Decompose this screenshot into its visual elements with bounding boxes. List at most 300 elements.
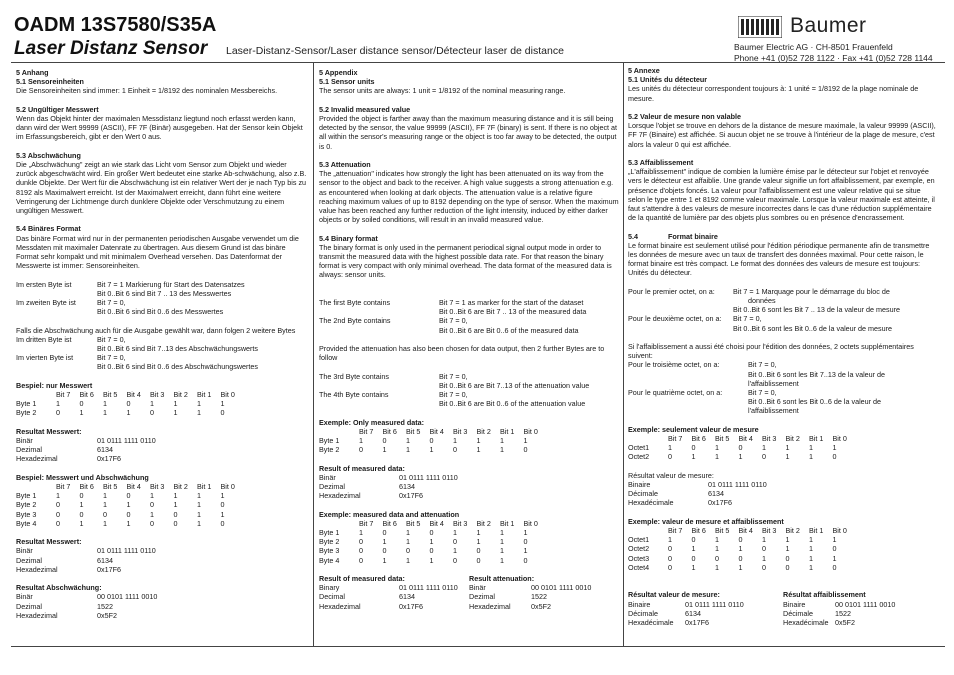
section-heading: 5.1 Unités du détecteur <box>628 75 708 85</box>
bit-value: 1 <box>500 546 504 556</box>
bit-header: Bit 1 <box>500 426 515 436</box>
paragraph: Le format binaire est seulement utilisé pour l'édition périodique permanente afin de transmettre les données de mesure avec un taux de transfert des données maximal. Pour cette raison, le format binaire est très compact. Le format des données des valeurs de mesure est toujours: Unités du détecteur. <box>628 240 930 278</box>
byte-label: The first Byte contains <box>319 298 391 307</box>
byte-label: Octet4 <box>628 562 650 572</box>
bit-value: 1 <box>762 553 766 563</box>
bit-value: 1 <box>500 555 504 565</box>
byte-description <box>16 298 308 307</box>
bit-value: 1 <box>56 491 60 501</box>
byte-description <box>16 289 308 298</box>
bit-value: 0 <box>382 546 387 556</box>
byte-label: Pour le premier octet, on a: <box>628 286 715 296</box>
byte-label: Byte 2 <box>319 445 340 455</box>
bit-value: 1 <box>126 408 131 418</box>
byte-text: Bit 7 = 1 as marker for the start of the dataset <box>439 298 584 307</box>
bit-value: 1 <box>126 500 131 510</box>
bit-header: Bit 6 <box>691 526 706 536</box>
bit-value: 1 <box>762 535 766 545</box>
byte-label: Byte 3 <box>16 509 37 519</box>
bit-header: Bit 7 <box>668 526 683 536</box>
result-label: Binaire <box>628 599 651 609</box>
bit-value: 0 <box>56 509 60 519</box>
byte-label: Im zweiten Byte ist <box>16 298 76 308</box>
byte-label: The 2nd Byte contains <box>319 316 391 326</box>
bit-value: 1 <box>406 555 410 565</box>
paragraph: Die Sensoreinheiten sind immer: 1 Einheit = 1/8192 des nominalen Messbereichs. <box>16 86 278 96</box>
byte-label: Byte 4 <box>16 518 37 528</box>
result-value: 0x17F6 <box>708 498 732 508</box>
byte-description <box>628 370 938 379</box>
company-line-1: Baumer Electric AG · CH-8501 Frauenfeld <box>734 42 893 52</box>
byte-label: Pour le troisième octet, on a: <box>628 360 720 370</box>
bit-header: Bit 4 <box>429 518 444 528</box>
column-english <box>319 64 619 645</box>
bit-value: 0 <box>220 500 225 510</box>
bit-header: Bit 5 <box>103 482 118 492</box>
result-block-attenuation <box>469 574 619 611</box>
bit-value: 0 <box>150 518 154 528</box>
byte-description <box>628 397 938 406</box>
bit-value: 1 <box>476 528 481 537</box>
byte-description <box>628 305 938 314</box>
paragraph: Les unités du détecteur correspondent toujours à: 1 unité = 1/8192 de la plage nominale de mesure. <box>628 84 919 103</box>
bit-value: 1 <box>79 500 84 510</box>
section-heading: 5 Appendix <box>319 68 358 77</box>
byte-label: Octet1 <box>628 443 650 453</box>
byte-text: données <box>748 296 776 306</box>
byte-description <box>319 372 619 381</box>
bit-value: 1 <box>476 436 481 445</box>
result-heading: Result attenuation: <box>469 574 535 583</box>
bit-header: Bit 0 <box>220 390 235 400</box>
bit-value: 1 <box>150 491 154 501</box>
bit-value: 1 <box>103 408 107 418</box>
bit-value: 0 <box>359 537 363 547</box>
result-label: Hexadezimal <box>319 601 361 611</box>
byte-label: Octet2 <box>628 452 650 462</box>
bit-value: 0 <box>785 553 790 563</box>
result-value: 01 0111 1111 0110 <box>708 480 767 490</box>
byte-description <box>16 362 308 371</box>
bit-value: 1 <box>668 535 672 545</box>
byte-text: Bit 7 = 0, <box>748 360 777 370</box>
bit-value: 1 <box>56 399 60 409</box>
bit-value: 1 <box>785 544 790 554</box>
section-heading: 5.2 Ungültiger Messwert <box>16 104 99 114</box>
column-german <box>16 64 308 645</box>
bit-value: 1 <box>809 553 813 563</box>
bit-value: 1 <box>762 443 766 453</box>
bit-value: 1 <box>691 562 696 572</box>
result-row <box>319 583 469 592</box>
byte-text: l'affaiblissement <box>748 406 799 416</box>
result-heading: Resultat Abschwächung: <box>16 583 102 593</box>
bit-value: 1 <box>691 452 696 462</box>
result-label: Binary <box>319 583 340 593</box>
byte-label: Octet3 <box>628 553 650 563</box>
byte-label: Byte 3 <box>319 546 340 556</box>
bit-value: 0 <box>668 544 672 554</box>
section-heading: 5.3 Attenuation <box>319 160 371 169</box>
result-value: 01 0111 1111 0110 <box>97 436 156 446</box>
result-value: 0x17F6 <box>97 564 121 574</box>
bit-header: Bit 6 <box>691 434 706 444</box>
bit-value: 1 <box>715 562 719 572</box>
byte-description <box>319 381 619 390</box>
bit-header: Bit 3 <box>762 434 777 444</box>
byte-description <box>628 314 938 323</box>
bit-table <box>16 390 308 418</box>
section-heading: 5.1 Sensoreinheiten <box>16 77 84 87</box>
bit-value: 0 <box>453 445 457 455</box>
bit-value: 1 <box>500 436 504 445</box>
section-heading: 5.4 Binäres Format <box>16 224 81 234</box>
byte-label: Pour le quatrième octet, on a: <box>628 388 723 398</box>
bit-value: 0 <box>668 553 672 563</box>
section-number: 5.4 <box>628 231 638 241</box>
bit-value: 1 <box>406 537 410 547</box>
bit-header: Bit 2 <box>785 526 800 536</box>
byte-label: Byte 2 <box>16 500 37 510</box>
bit-value: 0 <box>173 509 178 519</box>
result-row <box>319 602 469 611</box>
bit-value: 0 <box>453 555 457 565</box>
company-address <box>734 42 933 64</box>
bit-value: 0 <box>523 445 528 455</box>
result-label: Hexadécimale <box>783 618 829 628</box>
result-heading: Result of measured data: <box>319 574 405 583</box>
brand-name: Baumer <box>790 14 867 37</box>
result-row <box>783 609 938 618</box>
bit-header: Bit 0 <box>832 434 847 444</box>
bit-table <box>319 427 619 455</box>
result-row <box>16 556 308 565</box>
bit-value: 1 <box>197 491 201 501</box>
byte-text: Bit 0..Bit 6 are Bit 0..6 of the attenuation value <box>439 399 586 409</box>
result-row <box>319 482 619 491</box>
byte-text: l'affaiblissement <box>748 378 799 388</box>
paragraph: Provided the object is farther away than the maximum measuring distance and it is still being detected by the sensor, the value 99999 (ASCII), FF 7F (binary) is sent. If there is no object at all within the sensor's measuring range or the object is too far away to be detected, the output is 0. <box>319 114 618 151</box>
bit-value: 0 <box>762 562 766 572</box>
bit-header: Bit 3 <box>150 390 165 400</box>
bit-value: 1 <box>429 537 434 547</box>
bit-header: Bit 3 <box>762 526 777 536</box>
byte-description <box>319 399 619 408</box>
result-label: Binaire <box>628 480 651 490</box>
section-heading: 5.1 Sensor units <box>319 77 375 87</box>
example-heading: Exemple: seulement valeur de mesure <box>628 424 759 434</box>
byte-description <box>16 335 308 344</box>
result-block-attenuation <box>783 590 938 627</box>
bit-value: 0 <box>832 544 837 554</box>
bit-value: 1 <box>359 436 363 445</box>
result-block-measure <box>319 574 469 611</box>
byte-description <box>628 296 938 305</box>
result-row <box>319 491 619 500</box>
result-row <box>16 445 308 454</box>
bit-table <box>16 482 308 528</box>
result-label: Dezimal <box>16 445 42 455</box>
result-label: Dezimal <box>16 555 42 565</box>
byte-label: The 3rd Byte contains <box>319 371 389 381</box>
table-corner <box>319 519 359 528</box>
section-heading: 5.2 Invalid measured value <box>319 104 411 114</box>
result-value: 01 0111 1111 0110 <box>685 599 744 609</box>
bit-value: 0 <box>126 509 131 519</box>
result-value: 00 0101 1111 0010 <box>97 592 158 602</box>
result-value: 1522 <box>531 592 547 602</box>
byte-text: Bit 7 = 0, <box>97 298 126 308</box>
result-value: 00 0101 1111 0010 <box>835 599 896 609</box>
paragraph: Die „Abschwächung" zeigt an wie stark das Licht vom Sensor zum Objekt und wieder zurück abgeschwächt wird. Ein großer Wert bedeutet eine starke Ab-schwächung, also z.B. dunkle Objekte. Der Wert für die Abschwächung ist ein relativer Wert der je nach Typ bis zu 8192 als Maximalwert erreicht. Ist der Maximalwert erreicht, dann führt eine weitere Verringerung der Lichtmenge durch dunklere Objekte oder Verschmutzung zu einem ungültigen Messwert. <box>16 160 307 216</box>
result-value: 0x5F2 <box>97 610 117 620</box>
result-label: Hexadécimale <box>628 618 674 628</box>
bit-header: Bit 0 <box>220 482 235 492</box>
result-label: Décimale <box>628 608 658 618</box>
bit-header: Bit 1 <box>197 482 212 492</box>
bit-value: 0 <box>523 537 528 547</box>
bit-value: 0 <box>738 553 743 563</box>
paragraph: Si l'affaiblissement a aussi été choisi pour l'édition des données, 2 octets supplémentaires suivent: <box>628 342 914 361</box>
byte-description <box>16 307 308 316</box>
bit-value: 1 <box>103 399 107 409</box>
bit-header: Bit 6 <box>382 518 397 528</box>
bit-header: Bit 6 <box>79 482 94 492</box>
byte-text: Bit 0..Bit 6 are Bit 7 .. 13 of the measured data <box>439 307 587 317</box>
bit-header: Bit 6 <box>79 390 94 400</box>
paragraph: Provided the attenuation has also been chosen for data output, then 2 further Bytes are to follow <box>319 344 605 363</box>
result-heading: Result of measured data: <box>319 463 405 473</box>
result-row <box>16 436 308 445</box>
bit-header: Bit 2 <box>173 482 188 492</box>
result-label: Hexadezimal <box>16 610 58 620</box>
result-row <box>628 609 783 618</box>
section-heading: 5.4 Binary format <box>319 233 378 243</box>
bit-value: 1 <box>785 452 790 462</box>
bit-header: Bit 1 <box>500 518 515 528</box>
bit-header: Bit 1 <box>197 390 212 400</box>
result-label: Dezimal <box>469 592 495 602</box>
result-row <box>16 611 308 620</box>
bit-value: 1 <box>500 537 504 547</box>
result-label: Binär <box>16 436 33 446</box>
section-heading: 5 Annexe <box>628 66 660 75</box>
result-heading: Résultat affaiblissement <box>783 590 866 600</box>
bit-value: 1 <box>382 555 387 565</box>
byte-text: Bit 0..Bit 6 are Bit 0..6 of the measured data <box>439 325 579 335</box>
result-heading: Résultat valeur de mesure: <box>628 590 720 600</box>
table-corner <box>628 526 668 535</box>
bit-header: Bit 2 <box>476 518 491 528</box>
result-row <box>628 498 938 507</box>
bit-value: 1 <box>173 500 178 510</box>
result-value: 0x17F6 <box>399 491 423 501</box>
result-value: 0x17F6 <box>97 454 121 464</box>
result-value: 0x5F2 <box>835 618 855 628</box>
bit-header: Bit 7 <box>668 434 683 444</box>
result-value: 0x17F6 <box>399 601 423 611</box>
result-label: Hexadécimale <box>628 498 674 508</box>
paragraph: Das binäre Format wird nur in der permanenten periodischen Ausgabe verwendet um die Messdaten mit maximaler Datenrate zu übertragen. Aus diesem Grund ist das binäre Format sehr kompakt und mit minimalem Overhead versehen. Das Datenformat der Messwerte ist immer: Sensoreinheiten. <box>16 233 299 271</box>
byte-description <box>319 326 619 335</box>
bit-header: Bit 2 <box>173 390 188 400</box>
bit-header: Bit 4 <box>126 482 141 492</box>
byte-description <box>628 360 938 369</box>
bit-value: 1 <box>220 509 225 519</box>
result-row <box>16 565 308 574</box>
bit-value: 1 <box>809 452 813 462</box>
bit-value: 0 <box>359 555 363 565</box>
byte-label: The 4th Byte contains <box>319 390 389 399</box>
bit-value: 1 <box>220 399 225 409</box>
byte-text: Bit 0..Bit 6 sind Bit 0..6 des Messwertes <box>97 307 224 317</box>
bit-value: 0 <box>523 555 528 565</box>
bit-value: 1 <box>406 445 410 455</box>
result-row <box>469 583 619 592</box>
bit-value: 0 <box>429 436 434 445</box>
bit-header: Bit 4 <box>738 434 753 444</box>
bit-value: 0 <box>56 500 60 510</box>
bit-value: 0 <box>762 544 766 554</box>
byte-label: Byte 1 <box>16 491 37 501</box>
bit-header: Bit 5 <box>715 526 730 536</box>
bit-value: 1 <box>382 445 387 455</box>
bit-header: Bit 5 <box>406 426 421 436</box>
byte-description <box>319 298 619 307</box>
bit-value: 1 <box>809 443 813 453</box>
result-label: Hexadezimal <box>16 454 58 464</box>
result-value: 6134 <box>685 608 701 618</box>
result-row <box>319 473 619 482</box>
byte-label: Pour le deuxième octet, on a: <box>628 314 722 324</box>
example-heading: Exemple: valeur de mesure et affaiblissement <box>628 516 784 526</box>
bit-value: 0 <box>220 518 225 528</box>
bit-value: 1 <box>715 443 719 453</box>
bit-header: Bit 3 <box>453 426 468 436</box>
byte-description <box>319 390 619 399</box>
bit-value: 1 <box>453 528 457 537</box>
bit-value: 0 <box>150 500 154 510</box>
byte-text: Bit 0..Bit 6 sont les Bit 7 .. 13 de la valeur de mesure <box>733 305 900 315</box>
bit-header: Bit 5 <box>406 518 421 528</box>
paragraph: The „attenuation" indicates how strongly the light has been attenuated on its way from the sensor to the object and back to the receiver. A high value suggests a strong attenuation e.g. as encountered when looking at dark objects. The attenuation value is a relative figure reaching maximum values of up to 8192 depending on the type of sensor. When the maximum value has been reached any further reduction of the light intensity, induced by either darker objects or by soiled conditions, will result in an invalid measured value. <box>319 169 619 225</box>
table-corner <box>319 427 359 436</box>
byte-text: Bit 7 = 0, <box>439 371 468 381</box>
bit-header: Bit 5 <box>103 390 118 400</box>
result-label: Dezimal <box>16 601 42 611</box>
section-heading: 5 Anhang <box>16 68 49 77</box>
result-label: Hexadezimal <box>469 601 511 611</box>
result-value: 6134 <box>708 489 724 499</box>
bit-value: 1 <box>715 452 719 462</box>
result-row <box>16 454 308 463</box>
bit-table <box>628 526 938 572</box>
result-row <box>783 618 938 627</box>
paragraph: Lorsque l'objet se trouve en dehors de la distance de mesure maximale, la valeur 99999 (ASCII), FF 7F (Binaire) est affichée. Si aucun objet ne se trouve à l'intérieur de la plage de mesure, c'est alors la valeur 0 qui est affichée. <box>628 121 936 149</box>
byte-text: Bit 0..Bit 6 sont les Bit 7..13 de la valeur de <box>748 369 886 379</box>
result-value: 6134 <box>97 445 113 455</box>
paragraph: The sensor units are always: 1 unit = 1/8192 of the nominal measuring range. <box>319 86 566 96</box>
result-row <box>628 618 783 627</box>
bit-value: 1 <box>738 562 743 572</box>
bit-value: 0 <box>79 399 84 409</box>
byte-text: Bit 7 = 0, <box>97 334 126 344</box>
model-title: OADM 13S7580/S35A <box>14 14 217 36</box>
bit-value: 0 <box>715 553 719 563</box>
byte-text: Bit 7 = 0, <box>733 314 762 324</box>
byte-label: Byte 2 <box>319 537 340 547</box>
bit-header: Bit 7 <box>56 390 71 400</box>
bit-value: 1 <box>691 544 696 554</box>
bit-value: 1 <box>809 535 813 545</box>
byte-text: Bit 7 = 0, <box>97 353 126 363</box>
result-row <box>16 602 308 611</box>
result-heading: Resultat Messwert: <box>16 537 82 547</box>
byte-text: Bit 0..Bit 6 sont les Bit 0..6 de la valeur de <box>748 397 882 407</box>
result-label: Hexadezimal <box>16 564 58 574</box>
product-title: Laser Distanz Sensor <box>14 38 208 59</box>
bit-value: 0 <box>382 436 387 445</box>
byte-text: Bit 0..Bit 6 sind Bit 7..13 des Abschwächungswerts <box>97 344 259 354</box>
byte-description <box>628 324 938 333</box>
bit-value: 0 <box>79 509 84 519</box>
byte-text: Bit 0..Bit 6 are Bit 7..13 of the attenuation value <box>439 380 590 390</box>
example-heading: Exemple: Only measured data: <box>319 417 425 427</box>
byte-text: Bit 0..Bit 6 sind Bit 7 .. 13 des Messwertes <box>97 288 232 298</box>
result-row <box>783 600 938 609</box>
bit-header: Bit 7 <box>359 426 374 436</box>
bit-value: 0 <box>476 546 481 556</box>
result-value: 6134 <box>399 592 415 602</box>
bit-value: 0 <box>359 546 363 556</box>
result-label: Binaire <box>783 599 806 609</box>
result-block-measure <box>628 590 783 627</box>
byte-label: Im ersten Byte ist <box>16 279 72 289</box>
result-label: Binär <box>16 546 33 556</box>
result-columns <box>628 590 938 627</box>
result-row <box>319 592 469 601</box>
byte-text: Bit 0..Bit 6 sont les Bit 0..6 de la valeur de mesure <box>733 323 893 333</box>
bit-header: Bit 1 <box>809 434 824 444</box>
bit-header: Bit 2 <box>785 434 800 444</box>
table-corner <box>16 390 56 399</box>
bit-value: 1 <box>406 436 410 445</box>
bit-value: 1 <box>785 443 790 453</box>
result-label: Binär <box>469 583 486 593</box>
byte-label: Byte 1 <box>319 528 340 537</box>
byte-description <box>319 316 619 325</box>
result-value: 6134 <box>97 555 113 565</box>
bit-value: 0 <box>691 443 696 453</box>
result-value: 1522 <box>835 608 851 618</box>
bit-value: 1 <box>715 544 719 554</box>
byte-label: Byte 1 <box>319 436 340 445</box>
result-value: 01 0111 1111 0110 <box>97 546 156 556</box>
bit-value: 1 <box>476 445 481 455</box>
bit-header: Bit 4 <box>738 526 753 536</box>
result-heading: Résultat valeur de mesure: <box>628 470 714 480</box>
paragraph: Falls die Abschwächung auch für die Ausgabe gewählt war, dann folgen 2 weitere Bytes <box>16 325 296 335</box>
bit-value: 1 <box>832 443 837 453</box>
bit-value: 1 <box>150 399 154 409</box>
bit-value: 1 <box>500 445 504 455</box>
bit-value: 1 <box>220 491 225 501</box>
column-divider <box>313 62 314 647</box>
bit-header: Bit 0 <box>523 518 538 528</box>
bit-value: 1 <box>150 509 154 519</box>
column-divider <box>623 62 624 647</box>
bit-value: 1 <box>406 528 410 537</box>
